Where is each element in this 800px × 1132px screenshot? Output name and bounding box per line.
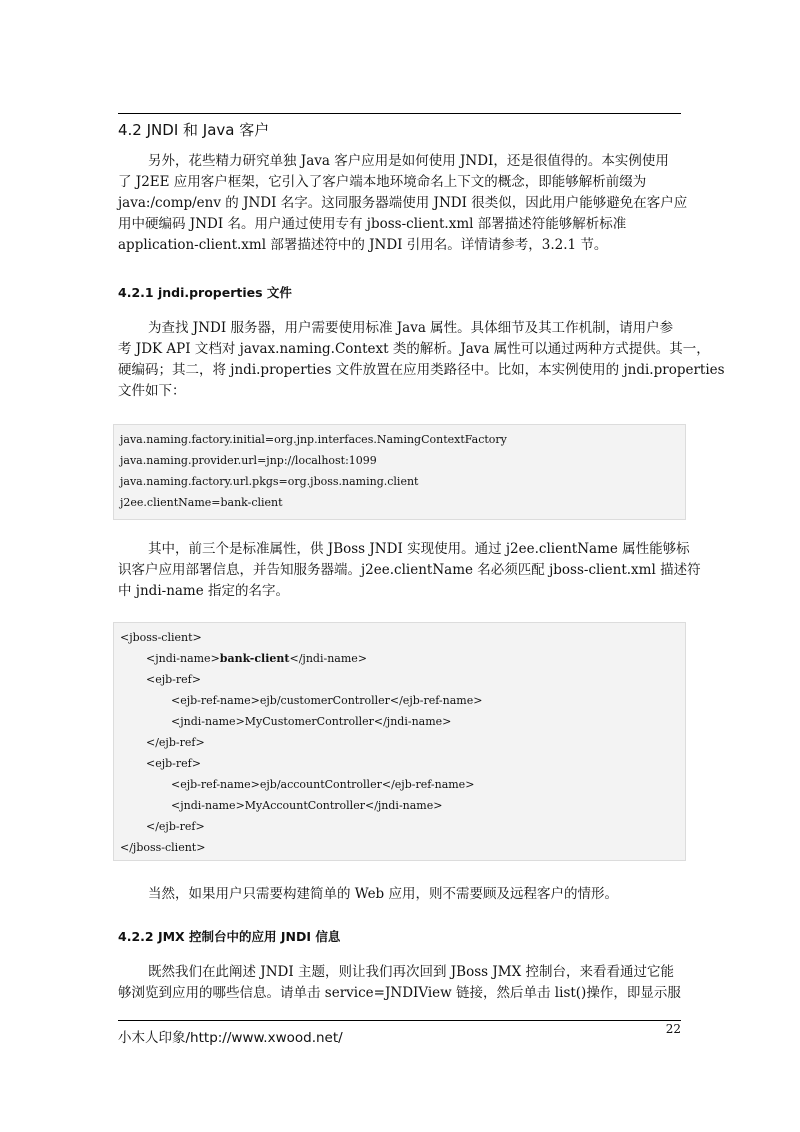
code-token: <jndi-name> (146, 652, 220, 665)
code-line: java.naming.factory.initial=org.jnp.interfaces.NamingContextFactory (120, 433, 507, 446)
code-line: j2ee.clientName=bank-client (120, 496, 283, 509)
code-line: <ejb-ref> (146, 757, 201, 770)
paragraph-client-name (118, 539, 701, 602)
code-line: java.naming.provider.url=jnp://localhost:1099 (120, 454, 377, 467)
code-line: </ejb-ref> (146, 820, 205, 833)
code-line (146, 652, 367, 666)
code-token: </jndi-name> (289, 652, 367, 665)
footer-rule (118, 1020, 681, 1021)
page-number: 22 (665, 1022, 681, 1036)
code-line: <jndi-name>MyCustomerController</jndi-name> (171, 715, 452, 728)
paragraph-intro (118, 151, 688, 256)
header-rule (118, 113, 681, 114)
text-line: 其中，前三个是标准属性，供 JBoss JNDI 实现使用。通过 j2ee.clientName 属性能够标 (148, 541, 690, 557)
code-line: <ejb-ref-name>ejb/accountController</ejb-ref-name> (171, 778, 475, 791)
subsection-title-jmx-console: 4.2.2 JMX 控制台中的应用 JNDI 信息 (118, 929, 341, 944)
code-line: <jndi-name>MyAccountController</jndi-name> (171, 799, 443, 812)
code-line: java.naming.factory.url.pkgs=org.jboss.naming.client (120, 475, 419, 488)
text-line: 硬编码；其二，将 jndi.properties 文件放置在应用类路径中。比如，本实例使用的 jndi.properties (118, 362, 725, 378)
code-line: </jboss-client> (120, 841, 206, 854)
code-line: <ejb-ref> (146, 673, 201, 686)
text-line: 文件如下： (118, 383, 186, 399)
code-line: </ejb-ref> (146, 736, 205, 749)
paragraph-jndi-properties (118, 318, 725, 402)
text-line: 考 JDK API 文档对 javax.naming.Context 类的解析。Java 属性可以通过两种方式提供。其一， (118, 341, 710, 357)
text-line: 中 jndi-name 指定的名字。 (118, 583, 290, 599)
text-line: 为查找 JNDI 服务器，用户需要使用标准 Java 属性。具体细节及其工作机制，请用户参 (148, 320, 674, 336)
section-title: 4.2 JNDI 和 Java 客户 (118, 121, 270, 139)
text-line: 当然，如果用户只需要构建简单的 Web 应用，则不需要顾及远程客户的情形。 (148, 886, 618, 902)
footer-site-link: 小木人印象/http://www.xwood.net/ (118, 1030, 343, 1046)
code-block-jndi-properties (113, 424, 686, 520)
code-token-bold: bank-client (219, 652, 290, 665)
text-line: java:/comp/env 的 JNDI 名字。这同服务器端使用 JNDI 很类似，因此用户能够避免在客户应 (118, 195, 688, 211)
text-line: 用中硬编码 JNDI 名。用户通过使用专有 jboss-client.xml 部署描述符能够解析标准 (118, 216, 627, 232)
code-line: <jboss-client> (120, 631, 202, 644)
text-line: application-client.xml 部署描述符中的 JNDI 引用名。详情请参考，3.2.1 节。 (118, 237, 608, 253)
text-line: 够浏览到应用的哪些信息。请单击 service=JNDIView 链接，然后单击 list()操作，即显示服 (118, 985, 681, 1001)
text-line: 识客户应用部署信息，并告知服务器端。j2ee.clientName 名必须匹配 jboss-client.xml 描述符 (118, 562, 701, 578)
code-line: <ejb-ref-name>ejb/customerController</ejb-ref-name> (171, 694, 483, 707)
text-line: 既然我们在此阐述 JNDI 主题，则让我们再次回到 JBoss JMX 控制台，来看看通过它能 (148, 964, 674, 980)
text-line: 另外，花些精力研究单独 Java 客户应用是如何使用 JNDI，还是很值得的。本实例使用 (148, 153, 669, 169)
paragraph-jmx-console (118, 962, 681, 1004)
text-line: 了 J2EE 应用客户框架，它引入了客户端本地环境命名上下文的概念，即能够解析前缀为 (118, 174, 647, 190)
paragraph-web-app (118, 884, 681, 905)
code-block-jboss-client-xml (113, 622, 686, 861)
subsection-title-jndi-properties: 4.2.1 jndi.properties 文件 (118, 285, 292, 300)
